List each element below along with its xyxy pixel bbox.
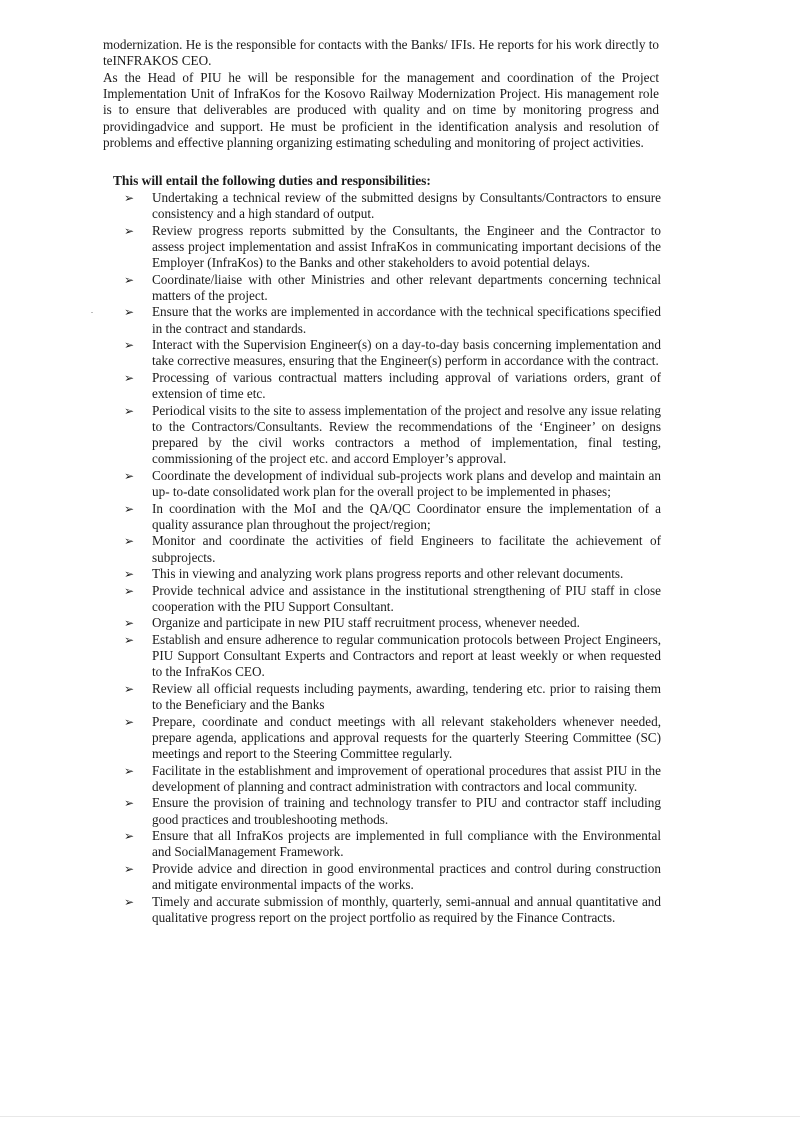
duty-text: Provide technical advice and assistance in the institutional strengthening of PIU staff in close cooperation with the PIU Support Consultant. [152,582,661,614]
duty-text: Provide advice and direction in good environmental practices and control during construction and mitigate environmental impacts of the works. [152,860,661,893]
duty-item [124,403,661,468]
duty-item [124,190,661,222]
duty-item [124,615,661,631]
arrow-bullet-icon: ➢ [124,894,135,909]
duty-item [124,533,661,565]
duty-text: Prepare, coordinate and conduct meetings with all relevant stakeholders whenever needed, prepare agenda, applications and approval requests for the quarterly Steering Committee (SC) meetings and report to the Steering Committee regularly. [152,713,661,762]
duty-item [124,861,661,893]
duty-item [124,370,661,402]
arrow-bullet-icon: ➢ [124,616,135,631]
duty-item [124,583,661,615]
duty-text: Review progress reports submitted by the Consultants, the Engineer and the Contractor to assess project implementation and assist InfraKos in communicating important decisions of the Employer (InfraKos) to the Banks and other stakeholders to avoid potential delays. [152,222,661,271]
duty-text: Coordinate the development of individual sub-projects work plans and develop and maintain an up- to-date consolidated work plan for the overall project to be implemented in phases; [152,467,661,500]
duties-list [124,190,661,926]
duty-text: Monitor and coordinate the activities of field Engineers to facilitate the achievement of subprojects. [152,533,661,565]
duty-text: Processing of various contractual matters including approval of variations orders, grant of extension of time etc. [152,369,661,402]
arrow-bullet-icon: ➢ [124,632,135,647]
duty-text: Organize and participate in new PIU staff recruitment process, whenever needed. [152,615,580,631]
duty-item [124,714,661,763]
duty-item [124,681,661,713]
arrow-bullet-icon: ➢ [124,403,135,418]
page-bottom-edge [0,1116,800,1117]
arrow-bullet-icon: ➢ [124,338,135,353]
duty-text: Facilitate in the establishment and improvement of operational procedures that assist PIU in the development of planning and contract administration with contractors and local community. [152,762,661,794]
arrow-bullet-icon: ➢ [124,191,135,205]
duty-item [124,272,661,304]
duty-text: Undertaking a technical review of the submitted designs by Consultants/Contractors to ensure consistency and a high standard of output. [152,190,661,222]
duty-item [124,763,661,795]
duty-text: Coordinate/liaise with other Ministries and other relevant departments concerning technical matters of the project. [152,271,661,303]
duty-item [124,468,661,500]
duty-item [124,828,661,860]
duty-text: Establish and ensure adherence to regular communication protocols between Project Engineers, PIU Support Consultant Experts and Contractors and report at least weekly or when requested to the InfraKos CEO. [152,631,661,680]
arrow-bullet-icon: ➢ [124,763,135,778]
arrow-bullet-icon: ➢ [124,501,135,516]
duty-text: Ensure the provision of training and technology transfer to PIU and contractor staff including good practices and troubleshooting methods. [152,795,661,827]
duty-text: Ensure that all InfraKos projects are implemented in full compliance with the Environmental and SocialManagement Framework. [152,828,661,860]
arrow-bullet-icon: ➢ [124,468,135,483]
arrow-bullet-icon: ➢ [124,370,135,385]
duty-text: Timely and accurate submission of monthly, quarterly, semi-annual and annual quantitative and qualitative progress report on the project portfolio as required by the Finance Contracts. [152,893,661,925]
arrow-bullet-icon: ➢ [124,272,135,287]
duty-item [124,632,661,681]
duties-heading: This will entail the following duties and responsibilities: [113,173,431,188]
duty-item [124,501,661,533]
intro-paragraph-1: modernization. He is the responsible for contacts with the Banks/ IFIs. He reports for his work directly to teINFRAKOS CEO. [103,37,659,69]
arrow-bullet-icon: ➢ [124,796,135,811]
duty-item [124,223,661,272]
arrow-bullet-icon: ➢ [124,305,135,320]
duty-item [124,304,661,336]
duty-text: This in viewing and analyzing work plans progress reports and other relevant documents. [152,566,624,582]
arrow-bullet-icon: ➢ [124,583,135,598]
duty-item [124,337,661,369]
intro-paragraph-2: As the Head of PIU he will be responsible for the management and coordination of the Project Implementation Unit of InfraKos for the Kosovo Railway Modernization Project. His management role is to ensure that deliverables are produced with quality and on time by monitoring progress and providingadvice and support. He must be proficient in the identification analysis and resolution of problems and effective planning organizing estimating scheduling and monitoring of project activities. [103,70,659,150]
arrow-bullet-icon: ➢ [124,534,135,549]
duty-item [124,795,661,827]
duty-text: Review all official requests including payments, awarding, tendering etc. prior to raising them to the Beneficiary and the Banks [152,680,661,713]
duty-text: Ensure that the works are implemented in accordance with the technical specifications specified in the contract and standards. [152,304,661,336]
duty-text: Interact with the Supervision Engineer(s) on a day-to-day basis concerning implementation and take corrective measures, ensuring that the Engineer(s) perform in accordance with the contract. [152,337,661,369]
arrow-bullet-icon: ➢ [124,829,135,844]
arrow-bullet-icon: ➢ [124,223,135,238]
duty-item [124,566,661,582]
duty-text: Periodical visits to the site to assess implementation of the project and resolve any issue relating to the Contractors/Consultants. Review the recommendations of the ‘Engineer’ on designs prepared by the civil works contractors a method of implementation, final testing, commissioning of the project etc. and accord Employer’s approval. [152,402,661,467]
scan-speck [91,312,93,313]
duty-item [124,894,661,926]
arrow-bullet-icon: ➢ [124,714,135,729]
arrow-bullet-icon: ➢ [124,861,135,876]
arrow-bullet-icon: ➢ [124,567,135,582]
duty-text: In coordination with the MoI and the QA/QC Coordinator ensure the implementation of a quality assurance plan throughout the project/region; [152,500,661,532]
arrow-bullet-icon: ➢ [124,681,135,696]
